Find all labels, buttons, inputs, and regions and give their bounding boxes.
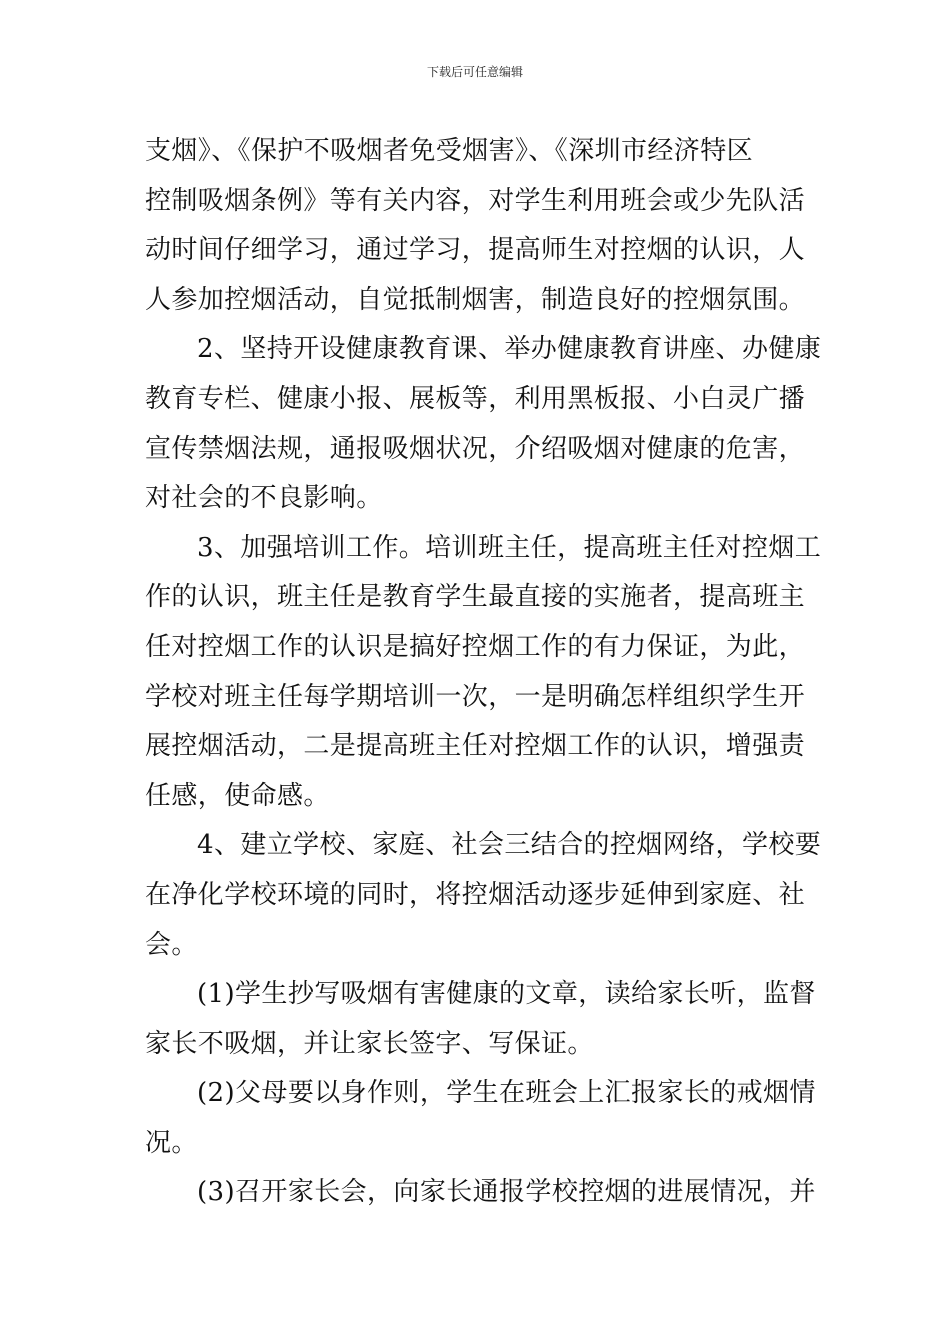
- text-line: 任对控烟工作的认识是搞好控烟工作的有力保证，为此，: [145, 631, 806, 662]
- paragraph-start-line: 3、加强培训工作。培训班主任，提高班主任对控烟工: [197, 532, 822, 563]
- paragraph-start-line: 4、建立学校、家庭、社会三结合的控烟网络，学校要: [197, 830, 822, 861]
- text-line: 况。: [145, 1127, 198, 1158]
- paragraph-start-line: (3)召开家长会，向家长通报学校控烟的进展情况，并: [197, 1177, 816, 1208]
- document-body: [145, 127, 822, 1218]
- text-line: 控制吸烟条例》等有关内容，对学生利用班会或少先队活: [145, 185, 806, 216]
- text-line: 动时间仔细学习，通过学习，提高师生对控烟的认识，人: [145, 235, 806, 266]
- text-line: 人参加控烟活动，自觉抵制烟害，制造良好的控烟氛围。: [145, 284, 806, 315]
- text-line: 展控烟活动，二是提高班主任对控烟工作的认识，增强责: [145, 731, 806, 762]
- text-line: 在净化学校环境的同时，将控烟活动逐步延伸到家庭、社: [145, 879, 806, 910]
- paragraph-start-line: (2)父母要以身作则，学生在班会上汇报家长的戒烟情: [197, 1078, 816, 1109]
- paragraph-start-line: 2、坚持开设健康教育课、举办健康教育讲座、办健康: [197, 334, 822, 365]
- text-line: 任感，使命感。: [145, 780, 330, 811]
- page-header: 下载后可任意编辑: [426, 65, 523, 79]
- paragraph-start-line: (1)学生抄写吸烟有害健康的文章，读给家长听，监督: [197, 979, 816, 1010]
- text-line: 对社会的不良影响。: [145, 483, 383, 514]
- text-line: 家长不吸烟，并让家长签字、写保证。: [145, 1028, 594, 1059]
- text-line: 宣传禁烟法规，通报吸烟状况，介绍吸烟对健康的危害，: [145, 433, 806, 464]
- text-line: 学校对班主任每学期培训一次，一是明确怎样组织学生开: [145, 681, 806, 712]
- text-line: 教育专栏、健康小报、展板等，利用黑板报、小白灵广播: [145, 383, 806, 414]
- text-line: 支烟》、《保护不吸烟者免受烟害》、《深圳市经济特区: [145, 136, 754, 166]
- text-line: 作的认识，班主任是教育学生最直接的实施者，提高班主: [145, 582, 806, 613]
- text-line: 会。: [145, 929, 198, 960]
